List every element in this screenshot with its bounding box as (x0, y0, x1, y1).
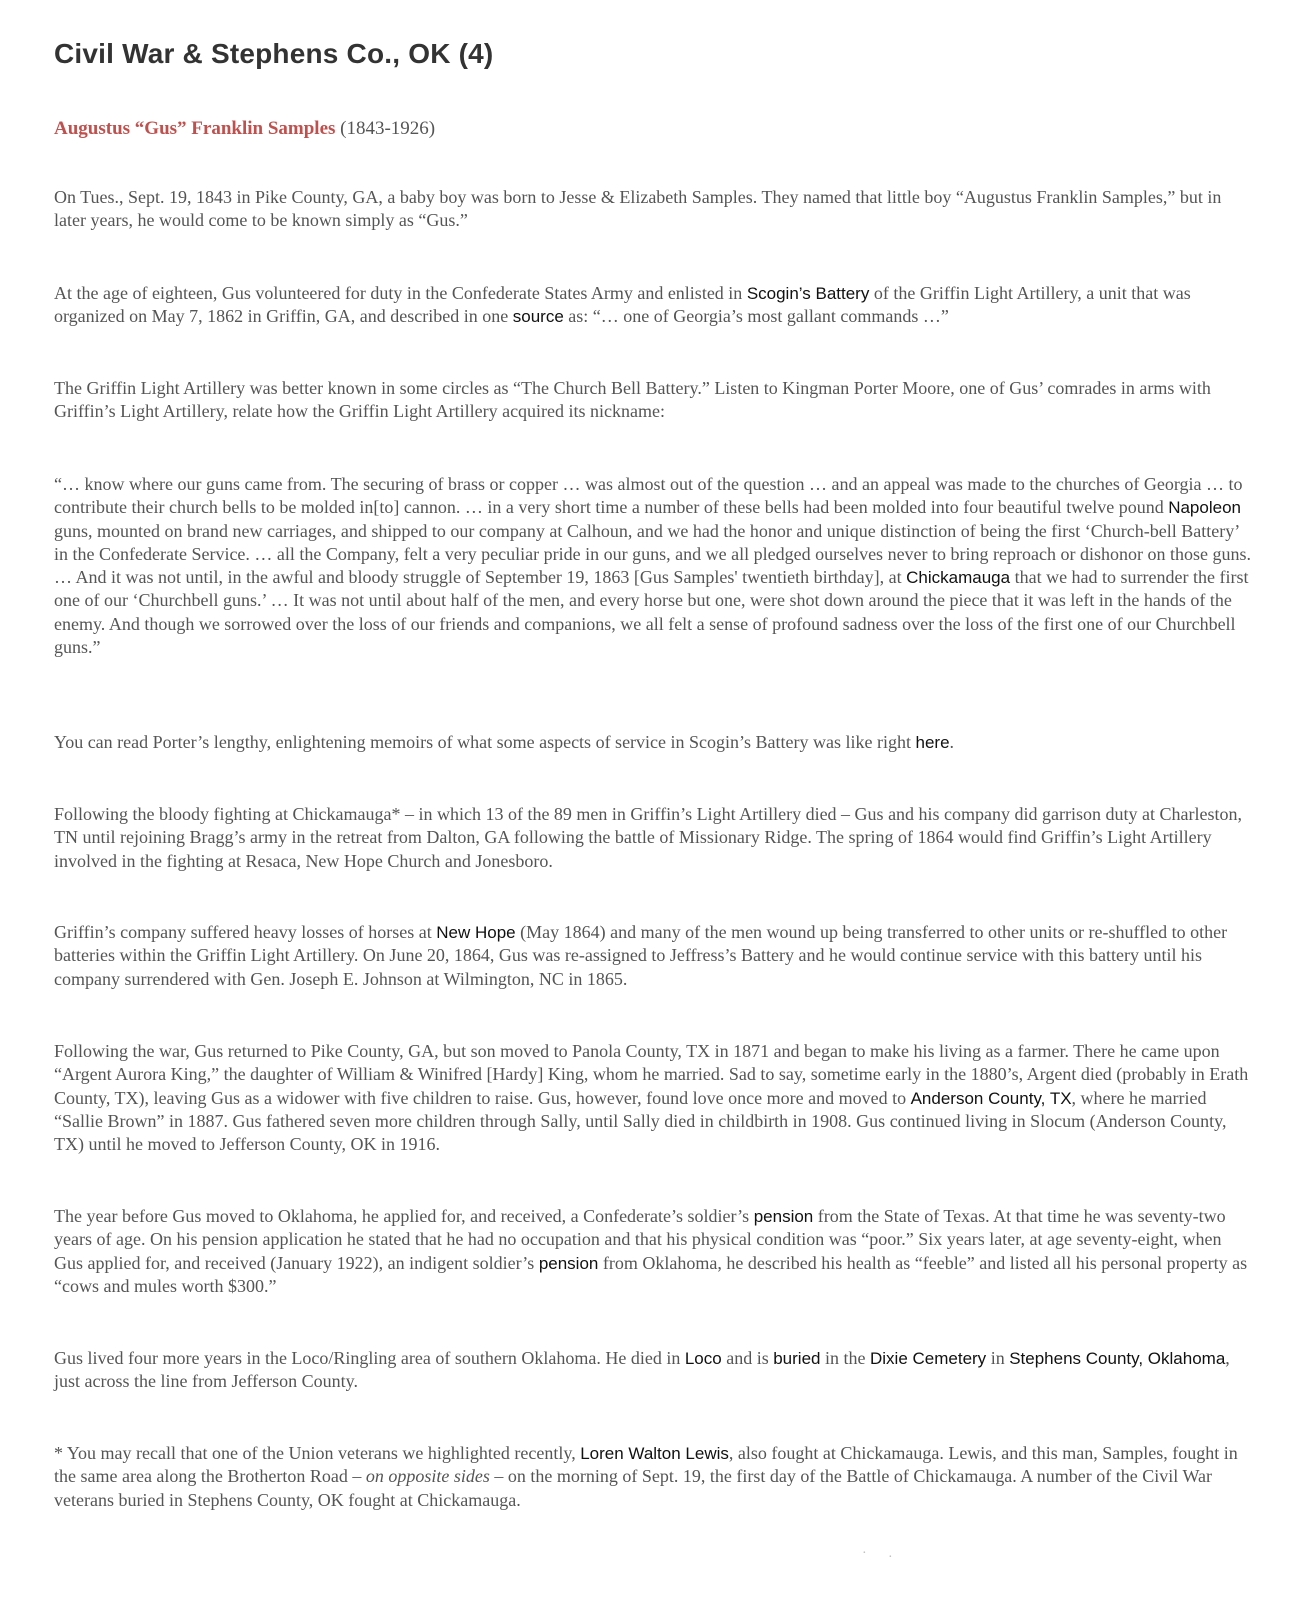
text: and is (721, 1348, 774, 1368)
link-buried[interactable]: buried (773, 1349, 821, 1368)
text: You can read Porter’s lengthy, enlightening memoirs of what some aspects of service in Scogin’s Battery was like right (54, 732, 916, 752)
text: , where he married “Sallie Brown” in 1887. Gus fathered seven more children through Sally, until Sally died in childbirth in 1908. Gus continued living in Slocum (Anderson County, TX) until he moved to Jefferson County, OK in 1916. (54, 1087, 1227, 1155)
text: – on the morning of Sept. 19, the first day of the Battle of Chickamauga. A number of the Civil War veterans buried in Stephens County, OK fought at Chickamauga. (54, 1466, 1212, 1510)
subject-heading (54, 118, 435, 140)
text: , also fought at Chickamauga. Lewis, and this man, Samples, fought in the same area along the Brotherton Road – (54, 1443, 1238, 1487)
text: from the State of Texas. At that time he was seventy-two years of age. On his pension application he stated that he had no occupation and that his physical condition was “poor.” Six years later, at age seventy-eight, when Gus applied for, and received (January 1922), an indigent soldier’s (54, 1206, 1226, 1273)
text: that we had to surrender the first one of our ‘Churchbell guns.’ … It was not until about half of the men, and every horse but one, were shot down around the piece that it was left in the hands of the enemy. And though we sorrowed over the loss of our friends and companions, we all felt a sense of profound sadness over the loss of the first one of our Churchbell guns.” (54, 567, 1249, 658)
link-here[interactable]: here (915, 733, 950, 752)
text: in the (820, 1348, 870, 1368)
text: * You may recall that one of the Union veterans we highlighted recently, (54, 1443, 581, 1463)
scan-speck: · (862, 1546, 867, 1561)
text: of the Griffin Light Artillery, a unit that was organized on May 7, 1862 in Griffin, GA, and described in one (54, 283, 1191, 327)
link-dixie-cemetery[interactable]: Dixie Cemetery (869, 1349, 987, 1368)
link-pension-texas[interactable]: pension (753, 1207, 814, 1226)
link-loren-walton-lewis[interactable]: Loren Walton Lewis (580, 1444, 729, 1463)
paragraph-enlistment (54, 282, 1254, 329)
link-new-hope[interactable]: New Hope (436, 923, 516, 942)
paragraph-quote (54, 473, 1254, 659)
link-anderson-county[interactable]: Anderson County, TX (910, 1088, 1072, 1108)
text: as: “… one of Georgia’s most gallant commands …” (563, 306, 949, 327)
paragraph-birth: On Tues., Sept. 19, 1843 in Pike County, GA, a baby boy was born to Jesse & Elizabeth Samples. They named that little boy “Augustus Franklin Samples,” but in later years, he would come to be known simply as “Gus.” (54, 187, 1222, 231)
link-stephens-county[interactable]: Stephens County, Oklahoma (1009, 1349, 1226, 1368)
paragraph-church-bell-battery: The Griffin Light Artillery was better known in some circles as “The Church Bell Battery.” Listen to Kingman Porter Moore, one of Gus’ comrades in arms with Griffin’s Light Artillery, relate how the Griffin Light Artillery acquired its nickname: (54, 378, 1211, 422)
text: , just across the line from Jefferson County. (54, 1348, 1230, 1392)
text: in (986, 1348, 1010, 1368)
link-scogins-battery[interactable]: Scogin’s Battery (746, 284, 870, 303)
text: At the age of eighteen, Gus volunteered for duty in the Confederate States Army and enlisted in (54, 283, 747, 303)
paragraph-memoirs (54, 731, 1254, 754)
text: Gus lived four more years in the Loco/Ringling area of southern Oklahoma. He died in (54, 1348, 685, 1368)
link-loco[interactable]: Loco (684, 1349, 722, 1368)
paragraph-pension (54, 1205, 1254, 1298)
subject-dates: (1843-1926) (340, 118, 436, 139)
link-pension-oklahoma[interactable]: pension (538, 1253, 599, 1273)
emphasis-opposite-sides: on opposite sides (365, 1466, 490, 1487)
text: . (949, 732, 955, 752)
text: (May 1864) and many of the men wound up being transferred to other units or re-shuffled to other batteries within the Griffin Light Artillery. On June 20, 1864, Gus was re-assigned to Jeffress’s Battery and he would continue service with this battery until his company surrendered with Gen. Joseph E. Johnson at Wilmington, NC in 1865. (54, 922, 1228, 989)
subject-name: Augustus “Gus” Franklin Samples (54, 118, 336, 139)
paragraph-death (54, 1347, 1254, 1394)
text: “… know where our guns came from. The securing of brass or copper … was almost out of the question … and an appeal was made to the churches of Georgia … to contribute their church bells to be molded in[to] cannon. … in a very short time a number of these bells had been molded into four beautiful twelve pound (54, 474, 1243, 518)
text: from Oklahoma, he described his health as “feeble” and listed all his personal property as “cows and mules worth $300.” (54, 1252, 1248, 1296)
paragraph-new-hope (54, 921, 1254, 991)
link-source[interactable]: source (512, 307, 564, 327)
text: guns, mounted on brand new carriages, and shipped to our company at Calhoun, and we had the honor and unique distinction of being the first ‘Church-bell Battery’ in the Confederate Service. … all the Company, felt a very peculiar pride in our guns, and we all pledged ourselves never to bring reproach or dishonor on those guns. … And it was not until, in the awful and bloody struggle of September 19, 1863 [Gus Samples' twentieth birthday], at (54, 520, 1251, 588)
paragraph-after-war (54, 1040, 1254, 1156)
link-napoleon[interactable]: Napoleon (1168, 498, 1241, 518)
text: Following the war, Gus returned to Pike County, GA, but son moved to Panola County, TX in 1871 and began to make his living as a farmer. There he came upon “Argent Aurora King,” the daughter of William & Winifred [Hardy] King, whom he married. Sad to say, sometime early in the 1880’s, Argent died (probably in Erath County, TX), leaving Gus as a widower with five children to raise. Gus, however, found love once more and moved to (54, 1041, 1249, 1108)
paragraph-after-chickamauga: Following the bloody fighting at Chickamauga* – in which 13 of the 89 men in Griffin’s Light Artillery died – Gus and his company did garrison duty at Charleston, TN until rejoining Bragg’s army in the retreat from Dalton, GA following the battle of Missionary Ridge. The spring of 1864 would find Griffin’s Light Artillery involved in the fighting at Resaca, New Hope Church and Jonesboro. (54, 804, 1242, 871)
scan-speck: · (888, 1550, 893, 1565)
paragraph-footnote (54, 1442, 1254, 1512)
text: The year before Gus moved to Oklahoma, he applied for, and received, a Confederate’s soldier’s (54, 1206, 754, 1226)
link-chickamauga[interactable]: Chickamauga (906, 568, 1011, 588)
text: Griffin’s company suffered heavy losses of horses at (54, 922, 437, 942)
page-title: Civil War & Stephens Co., OK (4) (54, 38, 494, 69)
